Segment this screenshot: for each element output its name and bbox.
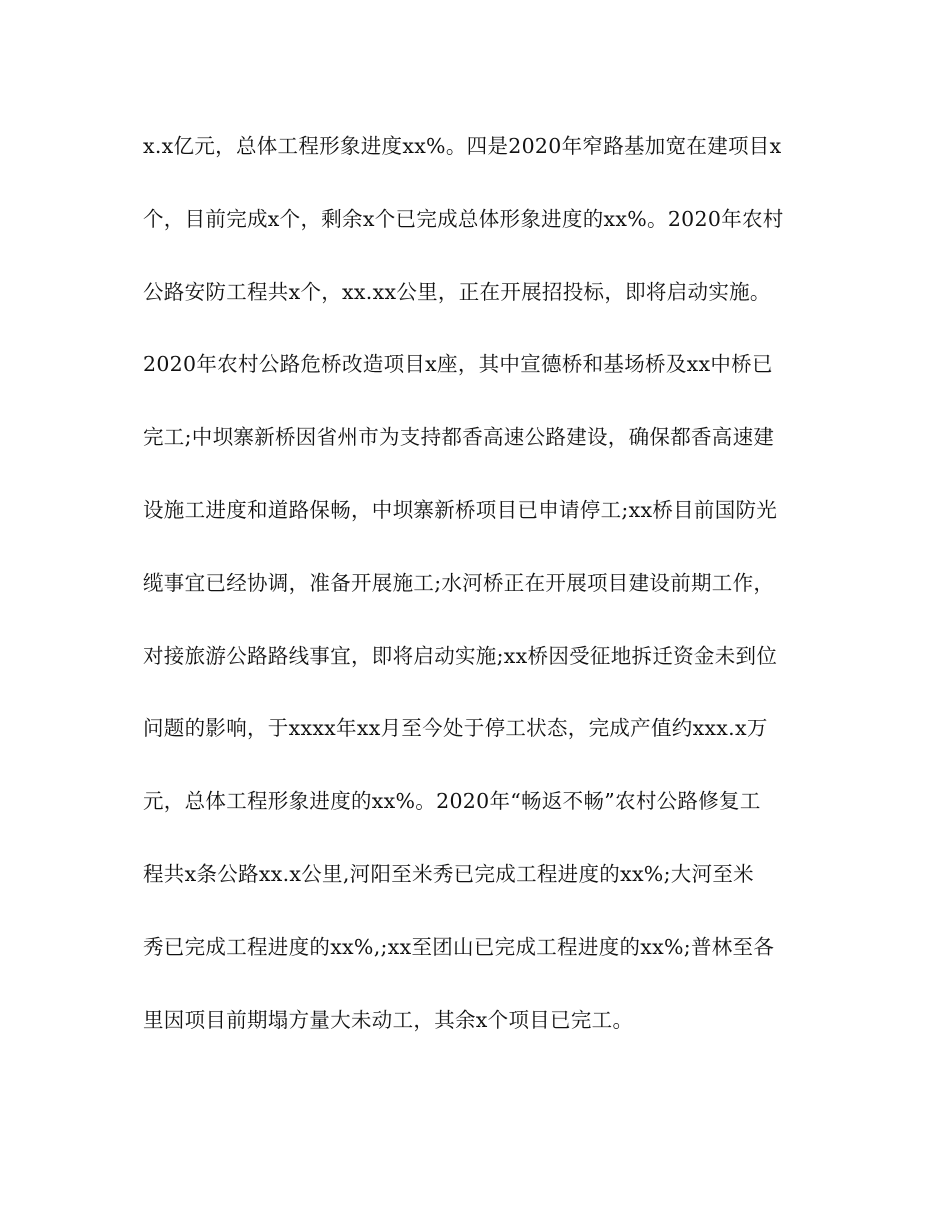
text-line-5: 完工;中坝寨新桥因省州市为支持都香高速公路建设，确保都香高速建: [143, 425, 775, 450]
text-line-1: x.x亿元，总体工程形象进度xx%。四是2020年窄路基加宽在建项目x: [143, 134, 782, 158]
text-line-12: 秀已完成工程进度的xx%,;xx至团山已完成工程进度的xx%;普林至各: [143, 934, 775, 959]
text-line-2: 个，目前完成x个，剩余x个已完成总体形象进度的xx%。2020年农村: [143, 206, 784, 231]
text-line-6: 设施工进度和道路保畅，中坝寨新桥项目已申请停工;xx桥目前国防光: [143, 497, 778, 522]
text-line-9: 问题的影响，于xxxx年xx月至今处于停工状态，完成产值约xxx.x万: [143, 716, 768, 741]
text-line-13: 里因项目前期塌方量大未动工，其余x个项目已完工。: [143, 1007, 634, 1032]
text-line-11: 程共x条公路xx.x公里,河阳至米秀已完成工程进度的xx%;大河至米: [143, 861, 754, 886]
body-paragraph: [143, 127, 823, 1073]
text-line-4: 2020年农村公路危桥改造项目x座，其中宣德桥和基场桥及xx中桥已: [143, 352, 773, 377]
text-line-8: 对接旅游公路路线事宜，即将启动实施;xx桥因受征地拆迁资金未到位: [143, 643, 778, 668]
text-line-7: 缆事宜已经协调，准备开展施工;水河桥正在开展项目建设前期工作，: [143, 570, 775, 595]
text-line-3: 公路安防工程共x个，xx.xx公里，正在开展招投标，即将启动实施。: [143, 279, 771, 304]
text-line-10: 元，总体工程形象进度的xx%。2020年“畅返不畅”农村公路修复工: [143, 789, 761, 814]
